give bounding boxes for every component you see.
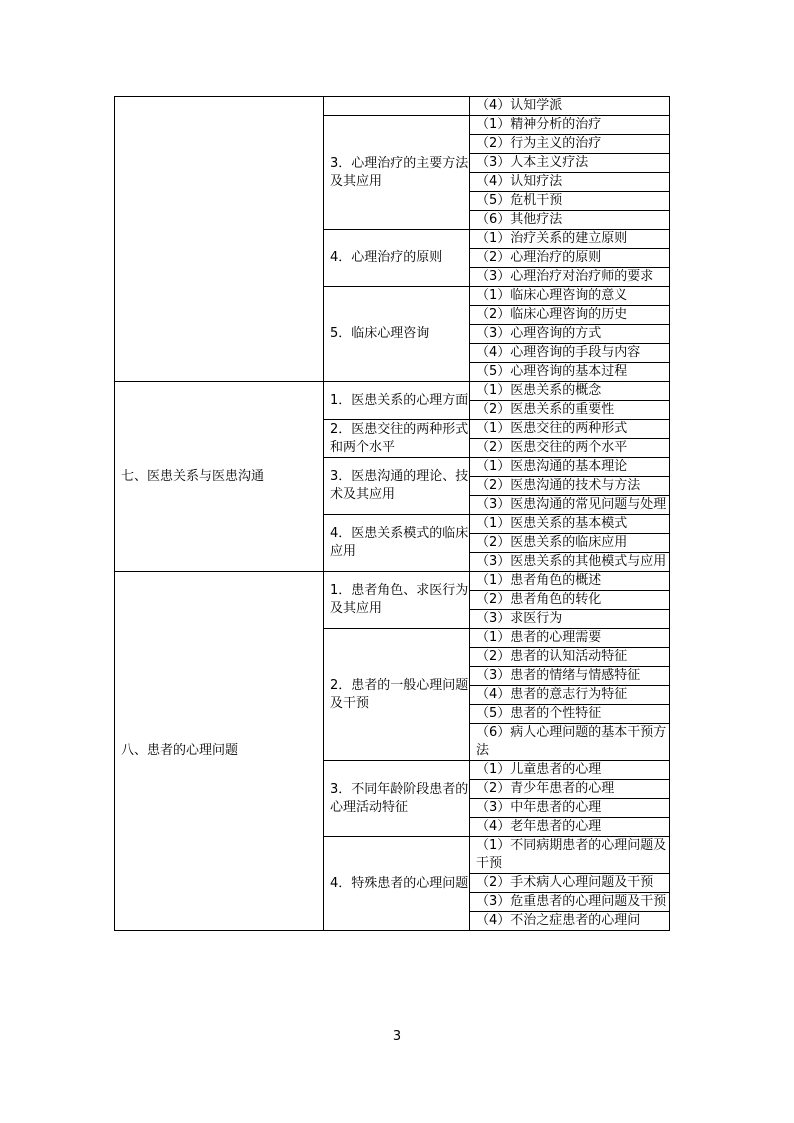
- element-cell: （1）患者的心理需要: [470, 629, 670, 648]
- element-cell: （1）临床心理咨询的意义: [470, 287, 670, 306]
- element-cell: （2）患者角色的转化: [470, 591, 670, 610]
- table-row: [115, 572, 670, 591]
- element-cell: （2）临床心理咨询的历史: [470, 306, 670, 325]
- element-cell: （2）医患沟通的技术与方法: [470, 477, 670, 496]
- element-cell: （1）治疗关系的建立原则: [470, 230, 670, 249]
- element-cell: （3）医患沟通的常见问题与处理: [470, 496, 670, 515]
- element-cell: （4）老年患者的心理: [470, 818, 670, 837]
- element-cell: （2）手术病人心理问题及干预: [470, 874, 670, 893]
- table-row: [115, 97, 670, 116]
- element-cell: （5）患者的个性特征: [470, 705, 670, 724]
- element-cell: （1）患者角色的概述: [470, 572, 670, 591]
- table-row: [115, 382, 670, 401]
- subunit-cell: 1．患者角色、求医行为及其应用: [324, 572, 470, 629]
- element-cell: （4）患者的意志行为特征: [470, 686, 670, 705]
- element-cell: （3）求医行为: [470, 610, 670, 629]
- subunit-cell: 5．临床心理咨询: [324, 287, 470, 382]
- element-cell: （3）心理治疗对治疗师的要求: [470, 268, 670, 287]
- subunit-cell: 3．心理治疗的主要方法及其应用: [324, 116, 470, 230]
- element-cell: （3）危重患者的心理问题及干预: [470, 893, 670, 912]
- element-cell: （3）人本主义疗法: [470, 154, 670, 173]
- element-cell: （2）心理治疗的原则: [470, 249, 670, 268]
- unit-cell: 七、医患关系与医患沟通: [115, 382, 324, 572]
- element-cell: （3）中年患者的心理: [470, 799, 670, 818]
- element-cell: （2）青少年患者的心理: [470, 780, 670, 799]
- element-cell: （1）医患关系的基本模式: [470, 515, 670, 534]
- element-cell: （1）精神分析的治疗: [470, 116, 670, 135]
- element-cell: （1）医患交往的两种形式: [470, 420, 670, 439]
- element-cell: （4）认知疗法: [470, 173, 670, 192]
- subunit-cell: 1．医患关系的心理方面: [324, 382, 470, 420]
- subunit-cell: 4．医患关系模式的临床应用: [324, 515, 470, 572]
- element-cell: （2）医患关系的临床应用: [470, 534, 670, 553]
- unit-cell-continued: [115, 97, 324, 382]
- element-cell: （3）医患关系的其他模式与应用: [470, 553, 670, 572]
- subunit-cell: 4．心理治疗的原则: [324, 230, 470, 287]
- element-cell: （4）不治之症患者的心理问: [470, 912, 670, 931]
- subunit-cell: 2．医患交往的两种形式和两个水平: [324, 420, 470, 458]
- subunit-cell: 4．特殊患者的心理问题: [324, 837, 470, 931]
- element-cell: （3）患者的情绪与情感特征: [470, 667, 670, 686]
- element-cell: （1）儿童患者的心理: [470, 761, 670, 780]
- unit-cell: 八、患者的心理问题: [115, 572, 324, 931]
- subunit-cell: 3．医患沟通的理论、技术及其应用: [324, 458, 470, 515]
- element-cell: （5）心理咨询的基本过程: [470, 363, 670, 382]
- element-cell: （6）病人心理问题的基本干预方法: [470, 724, 670, 761]
- element-cell: （1）不同病期患者的心理问题及干预: [470, 837, 670, 874]
- subunit-cell: 2．患者的一般心理问题及干预: [324, 629, 470, 761]
- subunit-cell-continued: [324, 97, 470, 116]
- element-cell: （1）医患关系的概念: [470, 382, 670, 401]
- syllabus-table: [114, 96, 670, 931]
- subunit-cell: 3．不同年龄阶段患者的心理活动特征: [324, 761, 470, 837]
- element-cell: （3）心理咨询的方式: [470, 325, 670, 344]
- element-cell: （2）行为主义的治疗: [470, 135, 670, 154]
- element-cell: （1）医患沟通的基本理论: [470, 458, 670, 477]
- element-cell: （4）心理咨询的手段与内容: [470, 344, 670, 363]
- element-cell: （2）医患关系的重要性: [470, 401, 670, 420]
- page-number: 3: [392, 1029, 402, 1044]
- element-cell: （5）危机干预: [470, 192, 670, 211]
- element-cell: （6）其他疗法: [470, 211, 670, 230]
- element-cell: （2）医患交往的两个水平: [470, 439, 670, 458]
- element-cell: （4）认知学派: [470, 97, 670, 116]
- element-cell: （2）患者的认知活动特征: [470, 648, 670, 667]
